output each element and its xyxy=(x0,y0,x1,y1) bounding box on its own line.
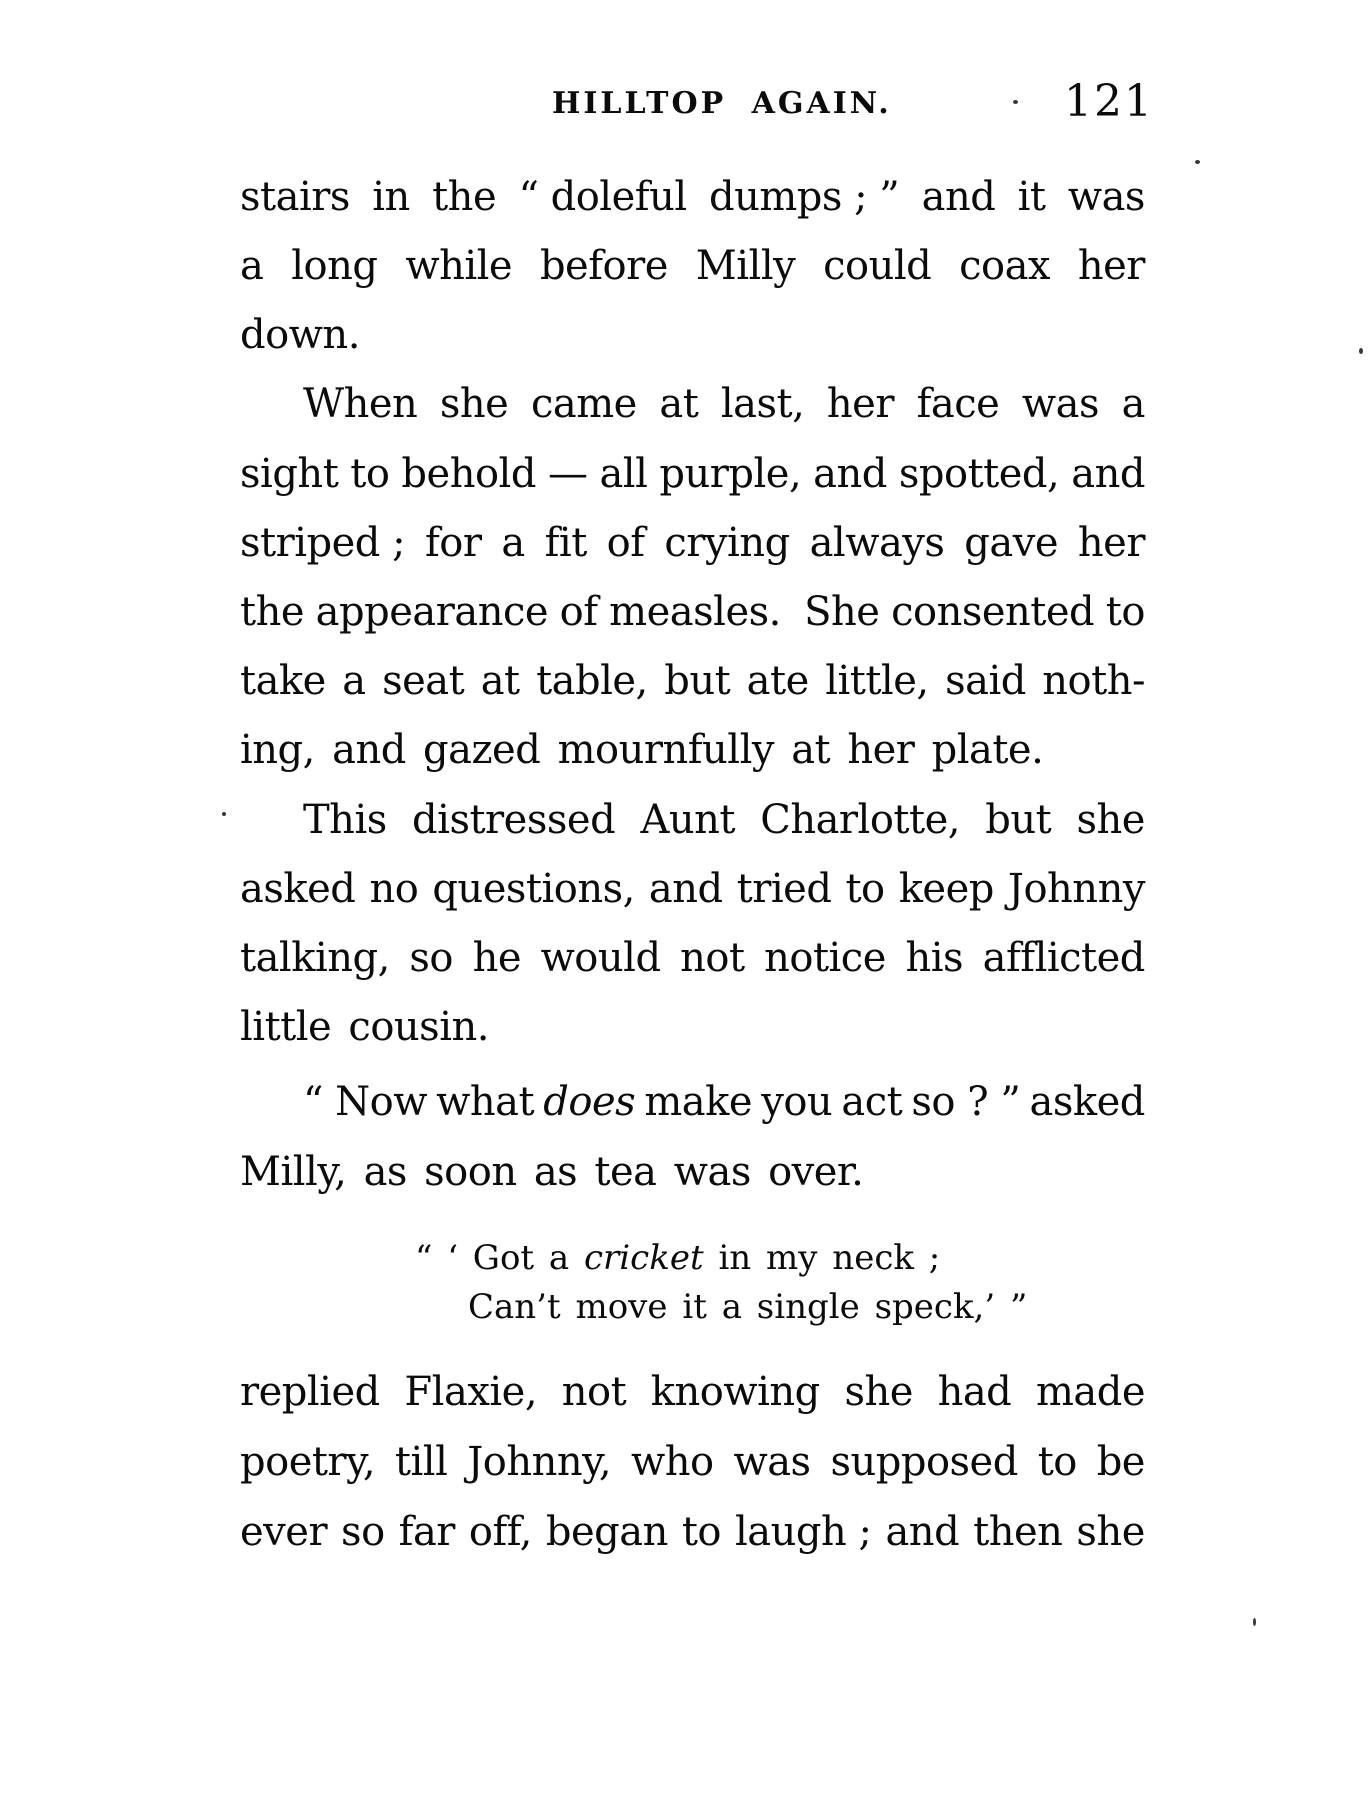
text-line: take a seat at table, but ate little, said noth- xyxy=(240,658,1145,704)
text-line: the appearance of measles. She consented to xyxy=(240,589,1145,635)
text-line: replied Flaxie, not knowing she had made xyxy=(240,1369,1145,1415)
text-line: “ Now what does make you act so ? ” asked xyxy=(303,1079,1145,1125)
text-line: striped ; for a fit of crying always gave her xyxy=(240,520,1145,566)
text-line: down. xyxy=(240,312,360,358)
text-line: Milly, as soon as tea was over. xyxy=(240,1149,864,1195)
scan-speck xyxy=(222,812,226,816)
text-line: little cousin. xyxy=(240,1004,489,1050)
scan-speck xyxy=(1013,100,1018,104)
text-line: When she came at last, her face was a xyxy=(303,381,1145,427)
text-line: talking, so he would not notice his afflicted xyxy=(240,935,1145,981)
text-line: sight to behold — all purple, and spotted, and xyxy=(240,451,1145,497)
text-line: poetry, till Johnny, who was supposed to be xyxy=(240,1439,1145,1485)
text-line: stairs in the “ doleful dumps ; ” and it was xyxy=(240,174,1145,220)
running-head-title: HILLTOP AGAIN. xyxy=(552,86,892,121)
scan-speck xyxy=(1195,160,1200,164)
text-line: asked no questions, and tried to keep Johnny xyxy=(240,866,1145,912)
page-number: 121 xyxy=(1064,76,1154,127)
text-line: This distressed Aunt Charlotte, but she xyxy=(303,797,1145,843)
verse-line: “ ‘ Got a cricket in my neck ; xyxy=(415,1238,941,1278)
text-line: a long while before Milly could coax her xyxy=(240,243,1145,289)
text-line: ever so far off, began to laugh ; and then she xyxy=(240,1509,1145,1555)
scan-speck xyxy=(1253,1618,1256,1626)
scan-speck xyxy=(1359,348,1363,354)
verse-line: Can’t move it a single speck,’ ” xyxy=(468,1287,1028,1327)
text-line: ing, and gazed mournfully at her plate. xyxy=(240,727,1044,773)
